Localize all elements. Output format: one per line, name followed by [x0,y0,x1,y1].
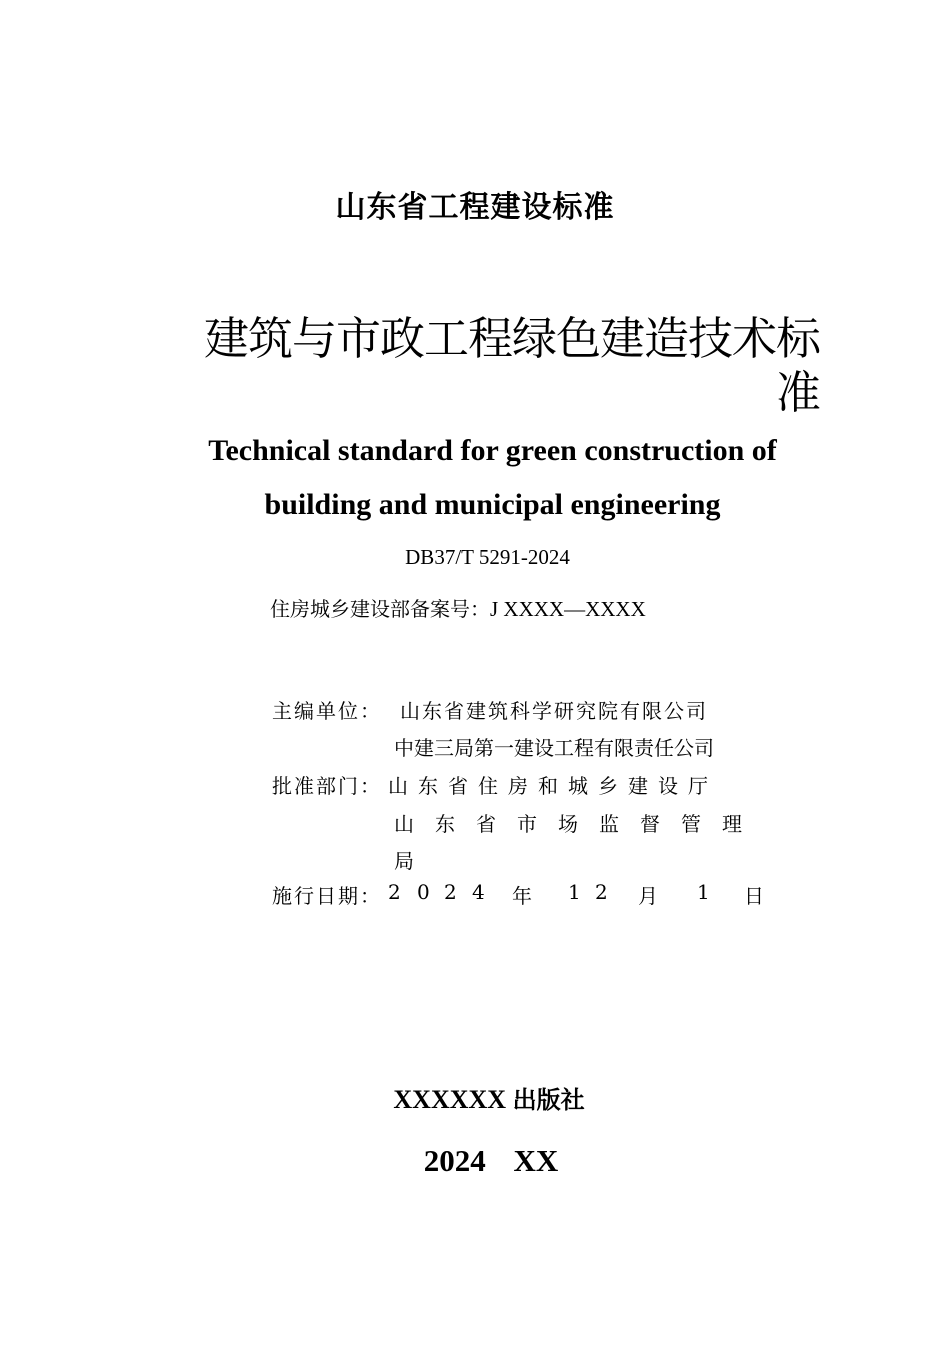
publisher-name-prefix: XXXXXX [393,1085,507,1114]
date-digit: 1 [568,880,581,904]
series-title: 山东省工程建设标准 [335,190,615,225]
publisher-name [0,1080,950,1115]
editor-label: 主编单位： [272,699,382,723]
english-title-line-2: building and municipal engineering [264,488,721,521]
date-digit: 2 [595,880,608,904]
date-digit: 2 [444,880,457,904]
publication-date: 2024 XX [423,1143,559,1178]
date-month-char: 月 [638,884,658,908]
date-year-char: 年 [512,884,532,908]
date-day-char: 日 [744,884,764,908]
editor-unit-2: 中建三局第一建设工程有限责任公司 [394,736,714,760]
date-digit: 1 [697,880,710,904]
date-digit: 2 [388,880,401,904]
record-number-value: J XXXX—XXXX [490,597,646,621]
english-title-line-1: Technical standard for green construction of [208,434,777,467]
date-digit: 4 [472,880,485,904]
approver-label: 批准部门： [272,774,382,798]
approver-department-2: 山东省市场监督管理 [394,812,763,836]
approver-department-2-continued: 局 [394,849,414,873]
approver-department-1: 山东省住房和城乡建设厅 [388,774,718,798]
date-digit: 0 [417,880,430,904]
record-number [270,593,646,622]
effective-date-label: 施行日期： [272,884,382,908]
record-number-label: 住房城乡建设部备案号： [270,597,490,621]
standard-code: DB37/T 5291-2024 [405,545,570,569]
publisher-name-suffix: 出版社 [512,1086,585,1114]
chinese-title: 建筑与市政工程绿色建造技术标准 [203,312,820,419]
editor-unit-1: 山东省建筑科学研究院有限公司 [400,699,708,723]
